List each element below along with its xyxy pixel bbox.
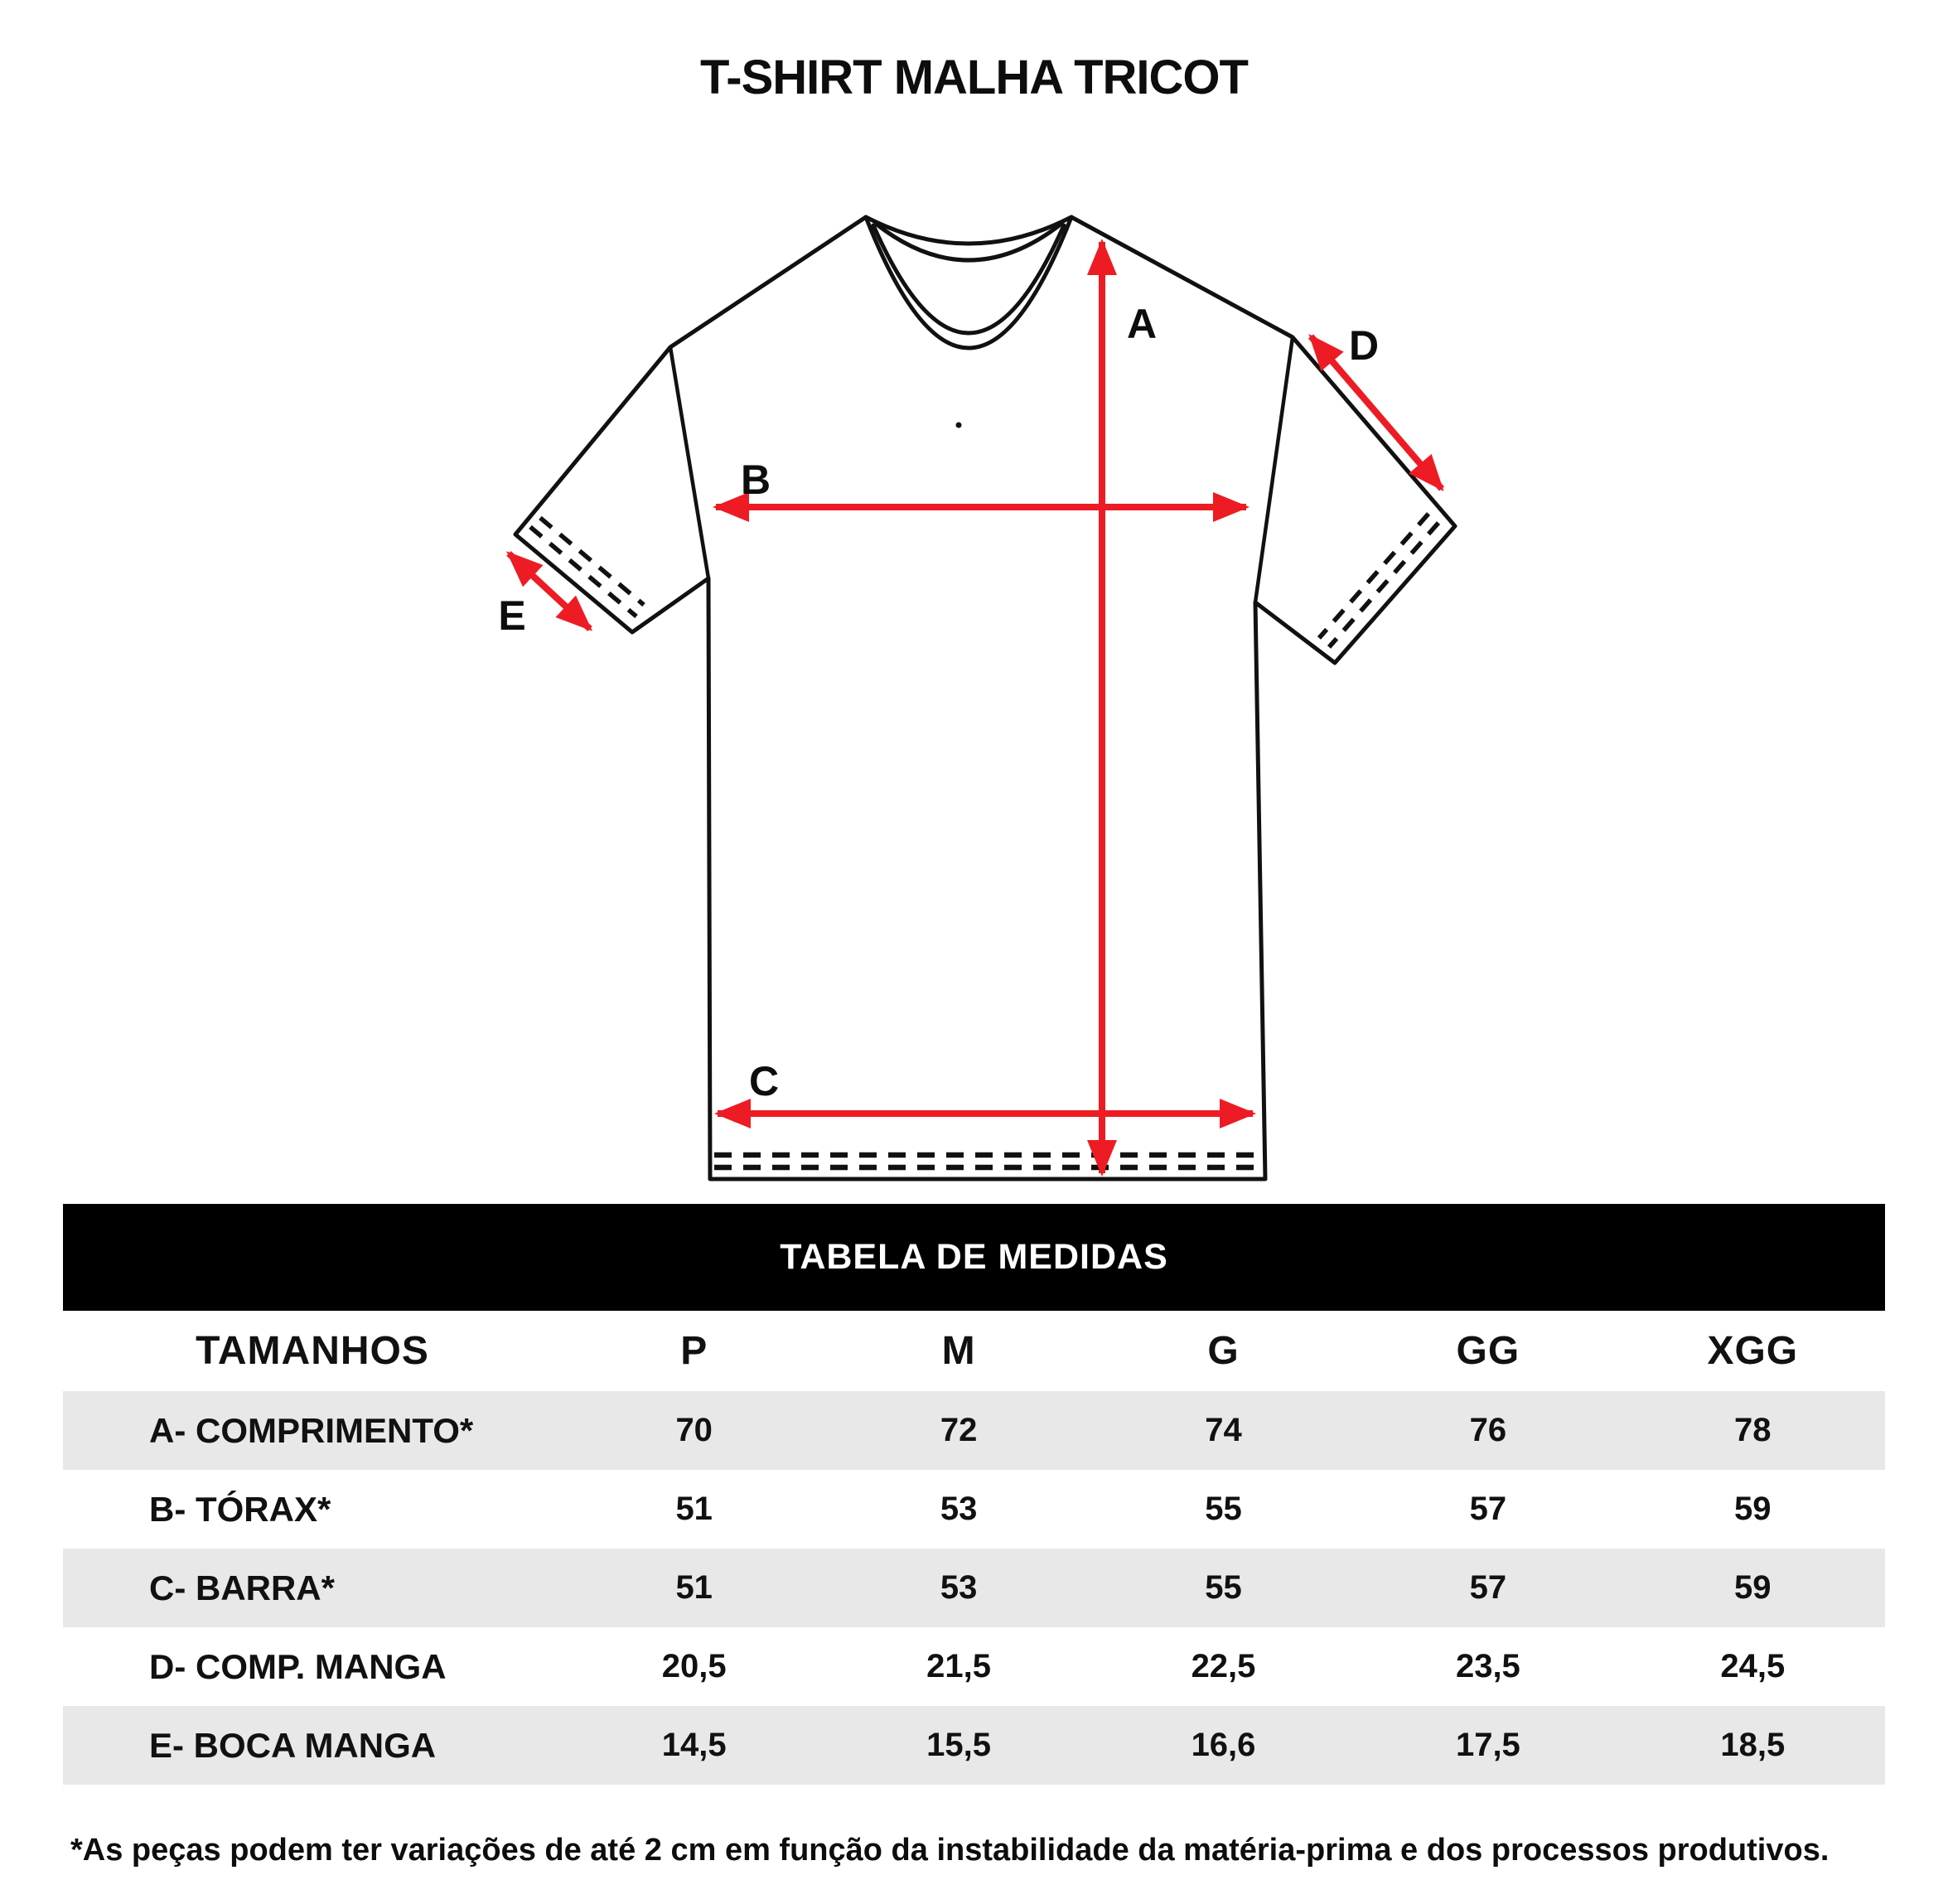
row-label: E- BOCA MANGA xyxy=(149,1725,437,1765)
column-header-p: P xyxy=(680,1329,708,1373)
table-row-barra xyxy=(63,1549,1885,1627)
table-title-bar xyxy=(63,1204,1885,1311)
size-table xyxy=(63,1204,1885,1785)
value-cell: 59 xyxy=(1734,1491,1772,1527)
column-header-gg: GG xyxy=(1456,1329,1520,1373)
chest-dot xyxy=(956,423,962,428)
value-cell: 22,5 xyxy=(1191,1648,1256,1684)
value-cell: 51 xyxy=(675,1491,713,1527)
column-header-g: G xyxy=(1207,1329,1240,1373)
value-cell: 74 xyxy=(1205,1412,1242,1448)
value-cell: 51 xyxy=(675,1569,713,1606)
value-cell: 18,5 xyxy=(1720,1727,1786,1763)
value-cell: 76 xyxy=(1469,1412,1507,1448)
table-header-row xyxy=(63,1311,1885,1391)
value-cell: 24,5 xyxy=(1720,1648,1786,1684)
value-cell: 21,5 xyxy=(926,1648,992,1684)
row-label: A- COMPRIMENTO* xyxy=(149,1410,474,1450)
label-c: C xyxy=(748,1058,780,1104)
table-row-comprimento xyxy=(63,1391,1885,1470)
table-row-comp-manga xyxy=(63,1627,1885,1706)
column-header-tamanhos: TAMANHOS xyxy=(196,1329,429,1373)
value-cell: 16,6 xyxy=(1191,1727,1256,1763)
value-cell: 55 xyxy=(1205,1491,1242,1527)
label-e: E xyxy=(498,592,526,639)
table-title: TABELA DE MEDIDAS xyxy=(780,1237,1168,1277)
footnote: *As peças podem ter variações de até 2 cm em função da instabilidade da matéria-prima e dos processos produtivos. xyxy=(70,1833,1830,1868)
value-cell: 15,5 xyxy=(926,1727,992,1763)
row-label: D- COMP. MANGA xyxy=(149,1646,447,1686)
value-cell: 20,5 xyxy=(661,1648,727,1684)
table-row-torax xyxy=(63,1470,1885,1549)
value-cell: 53 xyxy=(940,1491,978,1527)
label-b: B xyxy=(740,457,771,503)
table-row-boca-manga xyxy=(63,1706,1885,1785)
row-label: B- TÓRAX* xyxy=(149,1489,331,1529)
value-cell: 14,5 xyxy=(661,1727,727,1763)
value-cell: 55 xyxy=(1205,1569,1242,1606)
value-cell: 57 xyxy=(1469,1569,1507,1606)
tshirt-outline xyxy=(515,217,1455,1179)
column-header-m: M xyxy=(941,1329,976,1373)
value-cell: 23,5 xyxy=(1455,1648,1520,1684)
value-cell: 72 xyxy=(940,1412,978,1448)
column-header-xgg: XGG xyxy=(1707,1329,1799,1373)
label-d: D xyxy=(1348,322,1380,369)
value-cell: 78 xyxy=(1734,1412,1772,1448)
value-cell: 70 xyxy=(675,1412,713,1448)
value-cell: 53 xyxy=(940,1569,978,1606)
value-cell: 17,5 xyxy=(1455,1727,1520,1763)
tshirt-measurement-diagram xyxy=(464,191,1491,1185)
page-title: T-SHIRT MALHA TRICOT xyxy=(700,51,1248,104)
row-label: C- BARRA* xyxy=(149,1568,335,1607)
value-cell: 57 xyxy=(1469,1491,1507,1527)
label-a: A xyxy=(1126,301,1158,347)
value-cell: 59 xyxy=(1734,1569,1772,1606)
